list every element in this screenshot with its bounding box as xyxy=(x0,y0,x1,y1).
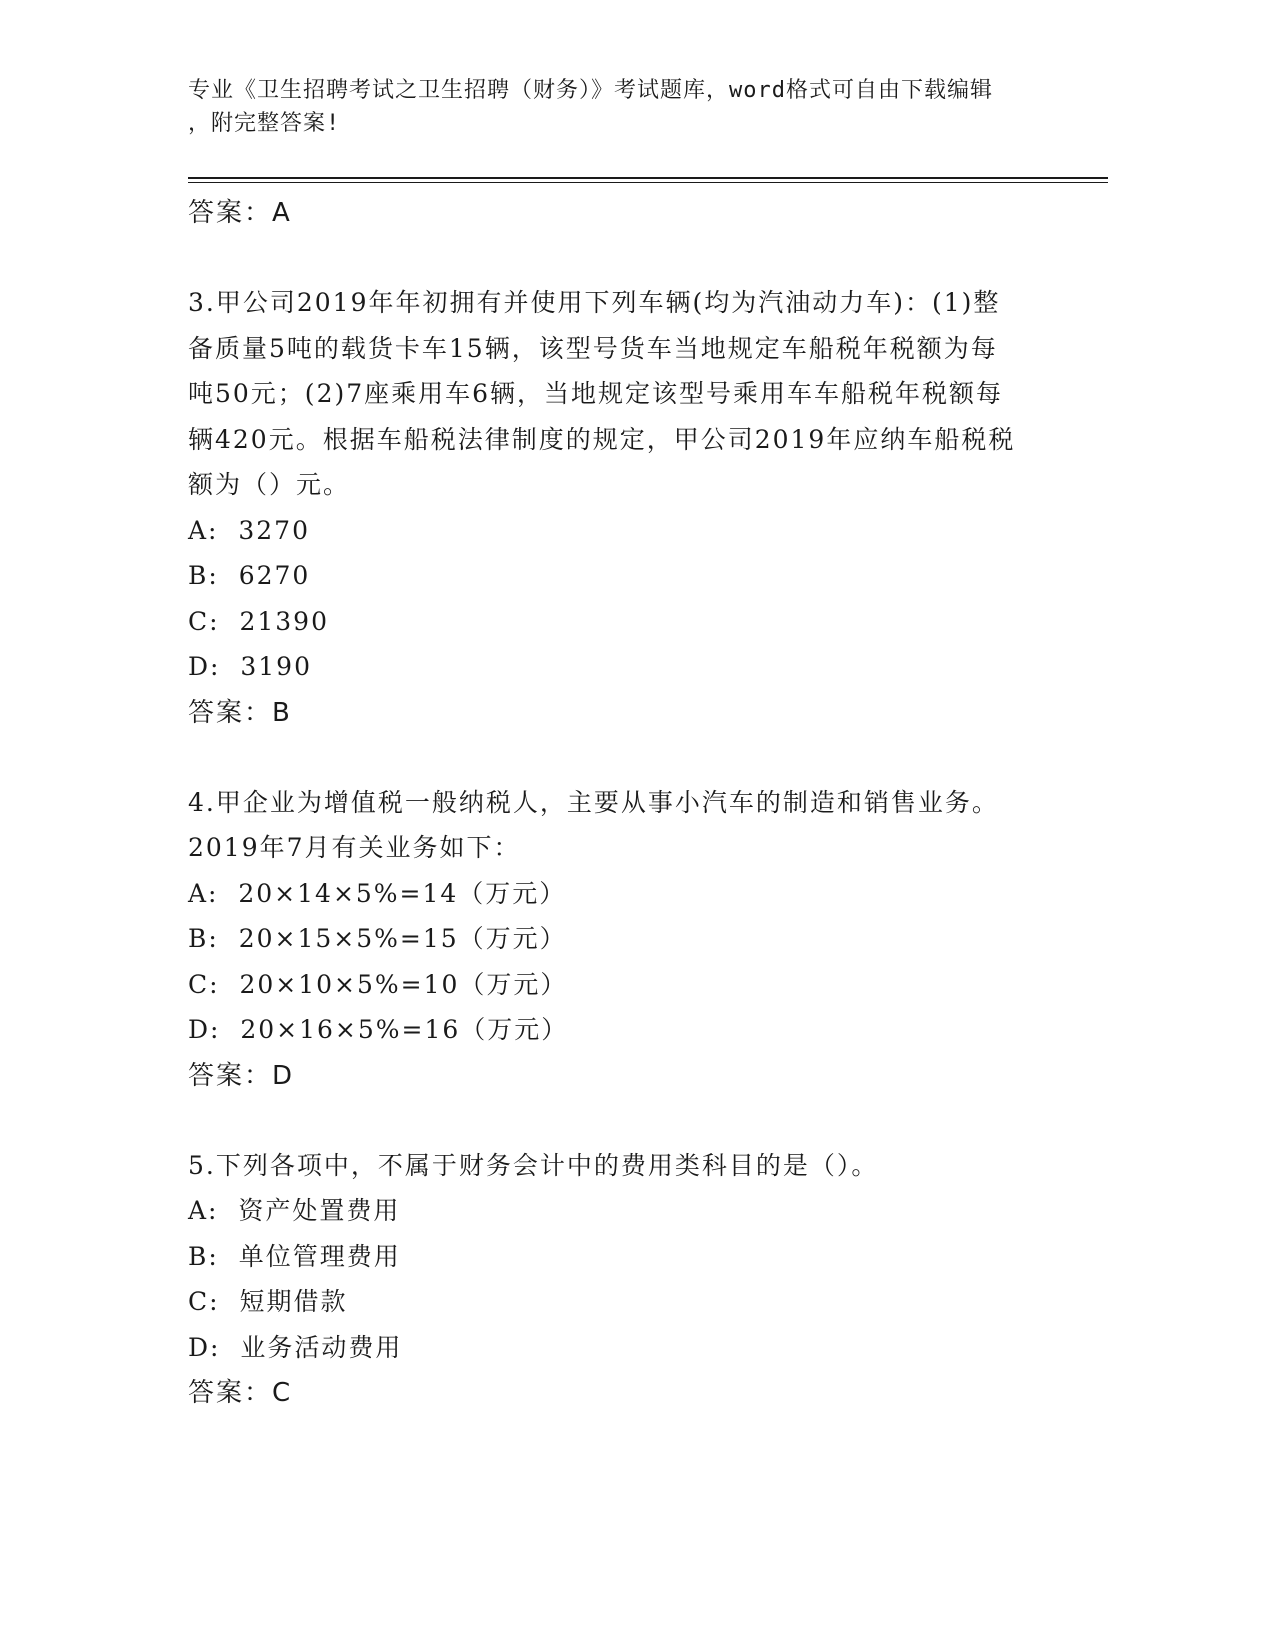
document-body xyxy=(188,190,1088,1416)
answer-q2: 答案：A xyxy=(188,198,292,228)
question-4 xyxy=(188,780,1088,871)
option-d: D: 业务活动费用 xyxy=(188,1332,403,1362)
question-text-line: 备质量5吨的载货卡车15辆，该型号货车当地规定车船税年税额为每 xyxy=(188,333,998,363)
question-text-line: 辆420元。根据车船税法律制度的规定，甲公司2019年应纳车船税税 xyxy=(188,424,1016,454)
option-d: D: 20×16×5%=16（万元） xyxy=(188,1015,569,1044)
option-b: B: 6270 xyxy=(188,561,311,590)
question-5 xyxy=(188,1143,1088,1189)
option-a: A: 20×14×5%=14（万元） xyxy=(188,878,567,908)
option-c: C: 短期借款 xyxy=(188,1287,348,1316)
option-b: B: 单位管理费用 xyxy=(188,1241,401,1271)
option-c: C: 21390 xyxy=(188,606,329,636)
page-header xyxy=(188,74,1088,140)
answer-q4: 答案：D xyxy=(188,1060,295,1091)
header-line-2: ，附完整答案! xyxy=(188,111,341,136)
header-line-1: 专业《卫生招聘考试之卫生招聘（财务）》考试题库，word格式可自由下载编辑 xyxy=(188,78,993,103)
option-a: A: 3270 xyxy=(188,515,310,545)
question-text-line: 额为（）元。 xyxy=(188,470,351,499)
question-text-line: 吨50元；(2)7座乘用车6辆，当地规定该型号乘用车车船税年税额每 xyxy=(188,379,1004,408)
question-text-line: 2019年7月有关业务如下： xyxy=(188,833,521,862)
option-d: D: 3190 xyxy=(188,652,312,681)
header-rule-thin xyxy=(188,182,1108,183)
answer-q3: 答案：B xyxy=(188,697,292,728)
question-text-line: 3.甲公司2019年年初拥有并使用下列车辆(均为汽油动力车)：(1)整 xyxy=(188,288,1001,317)
option-a: A: 资产处置费用 xyxy=(188,1196,401,1225)
question-text-line: 4.甲企业为增值税一般纳税人，主要从事小汽车的制造和销售业务。 xyxy=(188,787,999,817)
option-b: B: 20×15×5%=15（万元） xyxy=(188,924,567,953)
question-3 xyxy=(188,280,1088,508)
question-text-line: 5.下列各项中，不属于财务会计中的费用类科目的是（）。 xyxy=(188,1150,879,1180)
header-rule-thick xyxy=(188,177,1108,179)
option-c: C: 20×10×5%=10（万元） xyxy=(188,969,568,999)
answer-q5: 答案：C xyxy=(188,1378,293,1408)
